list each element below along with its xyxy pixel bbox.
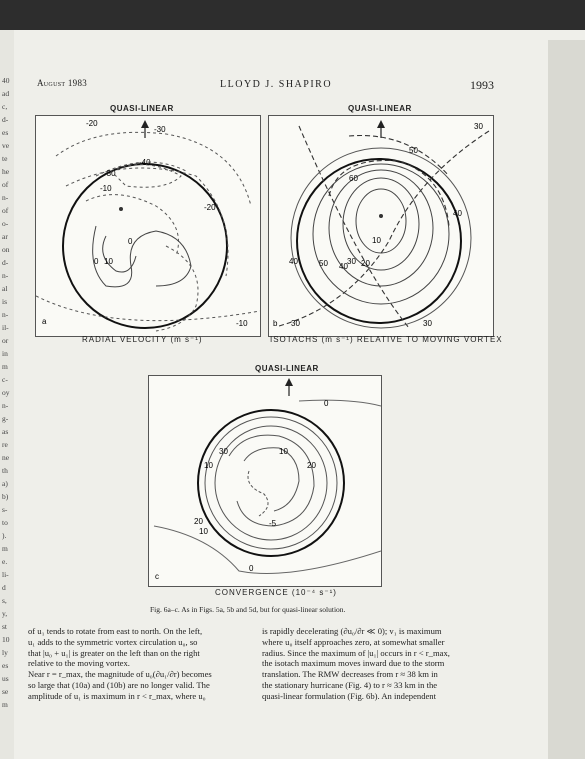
margin-fragment: ve (2, 141, 10, 150)
margin-fragment: ne (2, 453, 10, 462)
contour-label: 50 (409, 146, 418, 155)
contour-label: 10 (204, 461, 213, 470)
panel-a-caption: RADIAL VELOCITY (m s⁻¹) (82, 335, 203, 344)
margin-fragment: us (2, 674, 9, 683)
contour-label: -30 (104, 169, 116, 178)
contour-label: -10 (100, 184, 112, 193)
contour-label: 30 (423, 319, 432, 328)
margin-fragment: c- (2, 375, 8, 384)
margin-fragment: 40 (2, 76, 10, 85)
margin-fragment: es (2, 661, 9, 670)
margin-fragment: d (2, 583, 6, 592)
header-page-number: 1993 (470, 78, 494, 92)
margin-fragment: oy (2, 388, 10, 397)
panel-b-letter: b (273, 319, 278, 328)
margin-fragment: on (2, 245, 10, 254)
margin-fragment: c, (2, 102, 8, 111)
margin-fragment: is (2, 297, 8, 306)
margin-fragment: n- (2, 193, 9, 202)
contour-label: 10 (104, 257, 113, 266)
panel-b-caption: ISOTACHS (m s⁻¹) RELATIVE TO MOVING VORTEX (270, 335, 503, 344)
panel-a-contour-plot (36, 116, 260, 336)
body-text-right-column (262, 626, 496, 702)
contour-label: -5 (269, 519, 277, 528)
panel-a (35, 115, 261, 337)
contour-label: 30 (474, 122, 483, 131)
panel-c-north-arrow (285, 378, 293, 386)
margin-fragment: a) (2, 479, 8, 488)
margin-fragment: es (2, 128, 9, 137)
contour-label: -20 (86, 119, 98, 128)
text-line: the isotach maximum moves inward due to the storm (262, 658, 445, 669)
margin-fragment: g- (2, 414, 9, 423)
margin-fragment: n- (2, 401, 9, 410)
contour-label: -30 (154, 125, 166, 134)
margin-fragment: th (2, 466, 8, 475)
margin-fragment: or (2, 336, 9, 345)
margin-fragment: m (2, 362, 8, 371)
contour-label: 30 (291, 319, 300, 328)
margin-fragment: e. (2, 557, 8, 566)
contour-label: 0 (94, 257, 99, 266)
margin-fragment: of (2, 206, 9, 215)
margin-fragment: y, (2, 609, 8, 618)
text-line: relative to the moving vortex. (28, 658, 130, 669)
contour-label: -40 (139, 158, 151, 167)
panel-b-contour-plot (269, 116, 493, 336)
header-author: LLOYD J. SHAPIRO (220, 79, 333, 90)
contour-label: 60 (349, 174, 358, 183)
margin-fragment: 10 (2, 635, 10, 644)
margin-fragment: ar (2, 232, 8, 241)
panel-a-top-label: QUASI-LINEAR (110, 104, 174, 113)
contour-label: 10 (279, 447, 288, 456)
contour-label: 0 (128, 237, 133, 246)
panel-a-letter: a (42, 317, 47, 326)
contour-label: 20 (307, 461, 316, 470)
contour-label: 40 (453, 209, 462, 218)
text-line: u₁ adds to the symmetric vortex circulation u₀, so (28, 636, 198, 647)
panel-b-top-label: QUASI-LINEAR (348, 104, 412, 113)
contour-label: 30 (347, 257, 356, 266)
contour-label: 40 (289, 257, 298, 266)
contour-label: 20 (361, 259, 370, 268)
contour-label: 10 (199, 527, 208, 536)
scan-top-border (0, 0, 585, 30)
contour-label: 0 (249, 564, 254, 573)
contour-label: -10 (236, 319, 248, 328)
text-line: that |u₀ + u₁| is greater on the left than on the right (28, 647, 200, 658)
panel-b (268, 115, 494, 337)
contour-label: 20 (194, 517, 203, 526)
panel-c (148, 375, 382, 587)
contour-label: -20 (204, 203, 216, 212)
figure-caption: Fig. 6a–c. As in Figs. 5a, 5b and 5d, but for quasi-linear solution. (150, 605, 346, 614)
margin-fragment: ). (2, 531, 7, 540)
panel-c-rmw-circle (198, 410, 344, 556)
margin-fragment: m (2, 544, 8, 553)
right-page-edge (548, 40, 585, 759)
margin-fragment: b) (2, 492, 9, 501)
contour-label: 50 (319, 259, 328, 268)
panel-a-rmw-circle (63, 164, 227, 328)
panel-b-north-arrow (377, 120, 385, 128)
panel-c-caption: CONVERGENCE (10⁻⁴ s⁻¹) (215, 588, 337, 597)
text-line: is rapidly decelerating (∂u₀/∂r ≪ 0); v₁ is maximum (262, 626, 442, 636)
margin-fragment: te (2, 154, 8, 163)
margin-fragment: ad (2, 89, 10, 98)
panel-c-contour-plot (149, 376, 381, 586)
panel-a-north-arrow (141, 120, 149, 128)
contour-label: 10 (372, 236, 381, 245)
margin-fragment: li- (2, 570, 9, 579)
text-line: so large that (10a) and (10b) are no longer valid. The (28, 679, 210, 690)
text-line: translation. The RMW decreases from r ≈ 38 km in (262, 669, 438, 680)
margin-fragment: il- (2, 323, 9, 332)
margin-fragment: n- (2, 310, 9, 319)
margin-fragment: se (2, 687, 9, 696)
panel-c-letter: c (155, 572, 159, 581)
margin-fragment: in (2, 349, 8, 358)
text-line: the stationary hurricane (Fig. 4) to r ≈ 33 km in the (262, 679, 438, 690)
margin-fragment: s, (2, 596, 7, 605)
text-line: quasi-linear formulation (Fig. 6b). An independent (262, 690, 436, 701)
header-date: August 1983 (37, 78, 88, 88)
margin-fragment: of (2, 180, 9, 189)
text-line: where u₀ itself approaches zero, at somewhat smaller (262, 636, 445, 647)
margin-fragment: re (2, 440, 8, 449)
margin-fragment: al (2, 284, 8, 293)
margin-fragment: he (2, 167, 10, 176)
text-line: of u₁ tends to rotate from east to north. On the left, (28, 626, 203, 636)
body-text-left-column (28, 626, 252, 702)
contour-label: 0 (324, 399, 329, 408)
contour-label: 40 (339, 262, 348, 271)
contour-label: 30 (219, 447, 228, 456)
margin-fragment: s- (2, 505, 8, 514)
margin-fragment: d- (2, 258, 9, 267)
text-line: amplitude of u₁ is maximum in r < r_max, where u₀ (28, 690, 206, 701)
margin-fragment: m (2, 700, 8, 709)
margin-fragment: to (2, 518, 8, 527)
margin-fragment: n- (2, 271, 9, 280)
margin-fragment: as (2, 427, 9, 436)
margin-fragment: o- (2, 219, 9, 228)
margin-fragment: st (2, 622, 8, 631)
margin-fragment: ly (2, 648, 8, 657)
panel-c-top-label: QUASI-LINEAR (255, 364, 319, 373)
margin-fragment: d- (2, 115, 9, 124)
text-line: radius. Since the maximum of |u₁| occurs in r < r_max, (262, 647, 450, 658)
text-line: Near r = r_max, the magnitude of u₀(∂u₁/∂r) becomes (28, 669, 212, 680)
